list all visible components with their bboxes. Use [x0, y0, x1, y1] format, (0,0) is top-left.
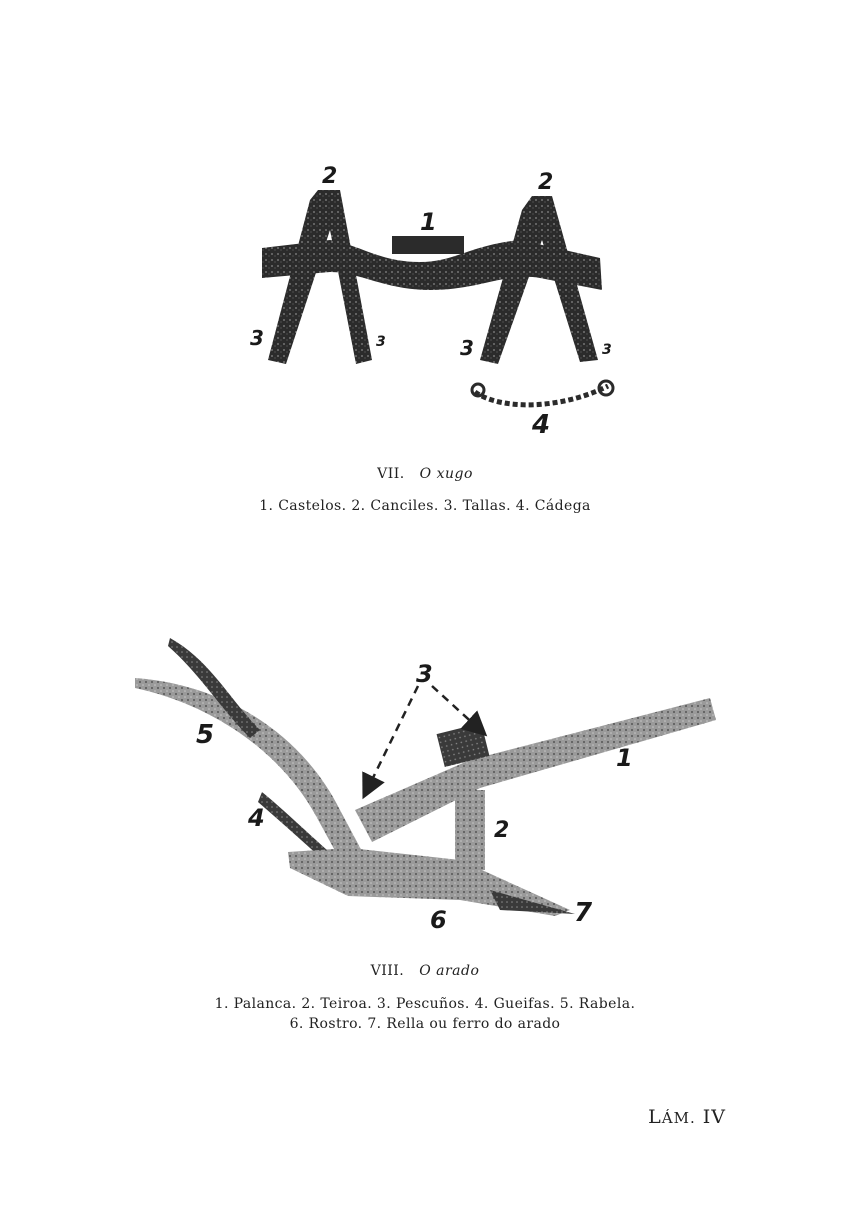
teiroa [455, 790, 485, 870]
figure-viii-plough [0, 620, 850, 940]
castelos-blocks [392, 236, 464, 254]
plough-label-6: 6 [430, 906, 447, 934]
plate-number [648, 1106, 726, 1128]
yoke-label-3-a: 3 [250, 326, 264, 350]
caption-vii-name: O xugo [419, 466, 473, 482]
caption-vii-title [0, 466, 850, 482]
caption-viii-legend-line-2: 6. Rostro. 7. Rella ou ferro do arado [289, 1016, 561, 1032]
caption-vii-legend: 1. Castelos. 2. Canciles. 3. Tallas. 4. Cádega [259, 498, 591, 514]
yoke-label-2-right: 2 [538, 170, 554, 195]
caption-viii-title [0, 963, 850, 979]
plough-label-3: 3 [416, 660, 433, 688]
plate-small: ÁM. [661, 1109, 696, 1127]
plough-label-5: 5 [196, 720, 215, 750]
plough-label-7: 7 [574, 898, 593, 928]
rabela [135, 678, 372, 878]
plough-label-2: 2 [494, 818, 510, 843]
caption-viii-name: O arado [419, 963, 480, 979]
figure-vii-yoke [0, 0, 850, 460]
caption-vii-number: VII. [377, 466, 405, 482]
caption-viii-legend-line-1: 1. Palanca. 2. Teiroa. 3. Pescuños. 4. Gueifas. 5. Rabela. [214, 996, 636, 1012]
yoke-label-3-c: 3 [460, 336, 474, 360]
plough-label-1: 1 [616, 744, 633, 772]
yoke-label-1: 1 [420, 208, 437, 236]
cancil-left [268, 190, 372, 364]
palanca-beam [355, 698, 716, 842]
plough-label-4: 4 [248, 804, 265, 832]
caption-viii-number: VIII. [370, 963, 405, 979]
yoke-label-4: 4 [532, 410, 551, 440]
plate-roman: IV [695, 1106, 726, 1128]
yoke-label-3-d: 3 [602, 342, 612, 358]
cadega-chain [475, 386, 608, 405]
yoke-label-3-b: 3 [376, 334, 386, 350]
plate-prefix: L [648, 1106, 662, 1128]
yoke-label-2-left: 2 [322, 164, 338, 189]
